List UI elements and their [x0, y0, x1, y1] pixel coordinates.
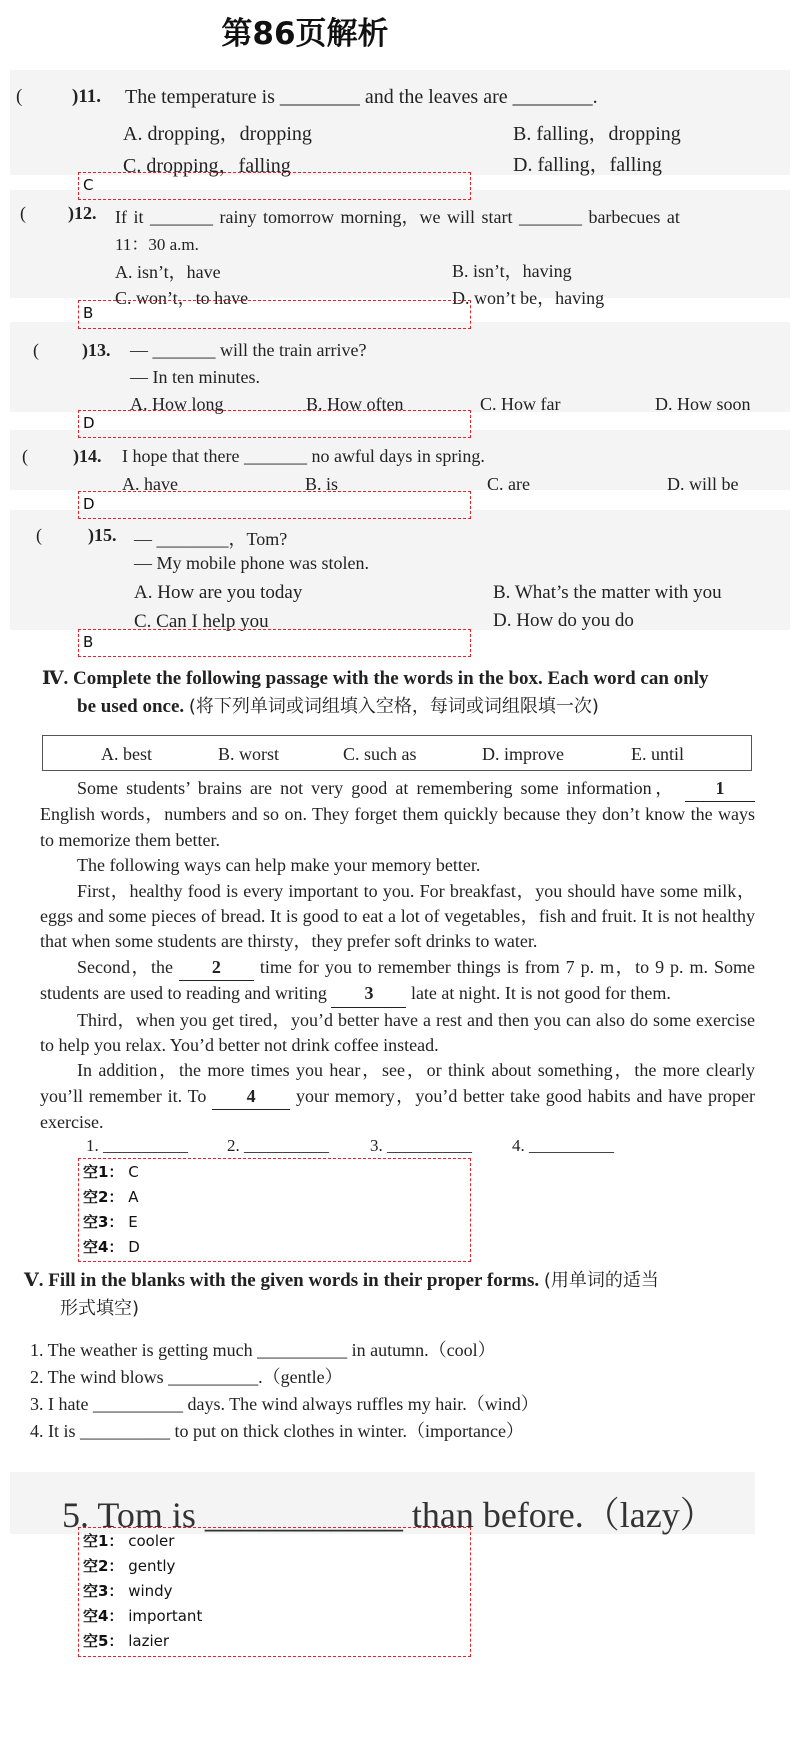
passage-text: time for you to remember things is from 7 p. m，to 9 p. m. Some students are used to reading and writing: [40, 956, 756, 1004]
section-4-heading-line2: [42, 693, 709, 721]
passage-blank-2: 2: [179, 955, 254, 981]
answer-value: C: [128, 1163, 139, 1181]
passage: [40, 776, 755, 1136]
passage-blank-4: 4: [212, 1084, 290, 1110]
section-5-heading-line2: 形式填空): [60, 1298, 140, 1319]
q14-paren: (: [22, 446, 28, 466]
word-box-item: D. improve: [482, 744, 564, 764]
q12-number: )12.: [68, 203, 97, 223]
passage-text: late at night. It is not good for them.: [410, 983, 671, 1004]
q12-option-a: A. isn’t，have: [115, 262, 221, 282]
passage-text: In addition，the more times you hear，see，or think about something，the more clearly you’ll remember it. To: [40, 1060, 755, 1106]
fill-item-1: 1. The weather is getting much __________ in autumn.（cool）: [30, 1340, 496, 1360]
q13-option-d: D. How soon: [655, 394, 751, 414]
q11-paren: (: [16, 86, 23, 107]
section-4-heading-line1: Ⅳ. Complete the following passage with the words in the box. Each word can only: [42, 668, 709, 689]
answer-key: 空3：: [83, 1582, 124, 1600]
fill-item-5: 5. Tom is ___________ than before.（lazy）: [62, 1495, 716, 1535]
answer-row: [79, 1604, 470, 1629]
q15-stem-line2: — My mobile phone was stolen.: [134, 553, 369, 573]
answer-line-2: 2. __________: [227, 1136, 329, 1155]
passage-text: Some students’ brains are not very good at remembering some information，: [77, 778, 677, 798]
word-box-item: B. worst: [218, 744, 280, 764]
q14-number: )14.: [73, 446, 102, 466]
passage-paragraph-5: Third，when you get tired，you’d better have a rest and then you can also do some exercise to help you relax. You’d better not drink coffee instead.: [40, 1009, 755, 1056]
section-5-heading: [24, 1267, 659, 1323]
fill-item-2: 2. The wind blows __________.（gentle）: [30, 1367, 343, 1387]
passage-blank-1: 1: [685, 776, 755, 802]
q11-stem: The temperature is ________ and the leaves are ________.: [125, 86, 598, 108]
q12-option-b: B. isn’t，having: [452, 261, 572, 281]
fill-item-4: 4. It is __________ to put on thick clothes in winter.（importance）: [30, 1421, 524, 1441]
q12-answer: B: [83, 304, 94, 322]
q15-answer: B: [83, 633, 94, 651]
q12-option-d: D. won’t be，having: [452, 288, 605, 308]
q11-option-b: B. falling，dropping: [513, 123, 681, 145]
answer-row: [79, 1629, 470, 1654]
passage-paragraph-4: [40, 955, 755, 1008]
q15-stem: — ________，Tom?: [134, 529, 288, 549]
section-4-answer-box: [78, 1158, 471, 1262]
answer-key: 空5：: [83, 1632, 124, 1650]
q11-option-d: D. falling，falling: [513, 154, 662, 176]
section-5-heading-en: Ⅴ. Fill in the blanks with the given words in their proper forms.: [24, 1270, 540, 1291]
answer-value: windy: [128, 1582, 173, 1600]
answer-value: E: [128, 1213, 138, 1231]
answer-value: important: [128, 1607, 203, 1625]
q13-option-a: A. How long: [130, 394, 224, 414]
q13-stem: — _______ will the train arrive?: [130, 340, 367, 360]
answer-key: 空2：: [83, 1557, 124, 1575]
q15-answer-box: [78, 629, 471, 657]
answer-line-4: 4. __________: [512, 1136, 614, 1155]
q11-answer-box: [78, 172, 471, 200]
section-4-heading: [42, 665, 709, 721]
answer-value: A: [128, 1188, 139, 1206]
passage-paragraph-3: First，healthy food is every important to you. For breakfast，you should have some milk，eggs and some pieces of bread. It is good to eat a lot of vegetables，fish and fruit. It is not healthy that when some students are thirsty，they prefer soft drinks to water.: [40, 880, 755, 952]
q14-option-c: C. are: [487, 474, 530, 494]
q13-stem-line2: — In ten minutes.: [130, 367, 260, 387]
q15-option-a: A. How are you today: [134, 582, 303, 603]
passage-text: Second，the: [77, 956, 173, 977]
passage-blank-3: 3: [331, 981, 406, 1007]
passage-paragraph-6: [40, 1058, 755, 1135]
answer-row: [79, 1529, 470, 1554]
section-4-heading-cn: (将下列单词或词组填入空格，每词或词组限填一次): [188, 696, 599, 717]
answer-row: [79, 1210, 470, 1235]
q12-stem: If it _______ rainy tomorrow morning，we will start _______ barbecues at: [115, 207, 680, 227]
q12-stem-line2: 11：30 a.m.: [115, 235, 199, 254]
section-5-answer-box: [78, 1527, 471, 1657]
answer-line-3: 3. __________: [370, 1136, 472, 1155]
q11-option-a: A. dropping，dropping: [123, 123, 312, 145]
word-box-item: C. such as: [343, 744, 417, 764]
q12-option-c: C. won’t，to have: [115, 288, 249, 308]
answer-row: [79, 1579, 470, 1604]
passage-paragraph-2: The following ways can help make your memory better.: [77, 855, 481, 876]
answer-key: 空4：: [83, 1607, 124, 1625]
q15-option-d: D. How do you do: [493, 610, 634, 631]
answer-value: cooler: [128, 1532, 175, 1550]
word-box: [42, 735, 752, 771]
section-5-heading-line1: [24, 1267, 659, 1295]
answer-row: [79, 1185, 470, 1210]
q15-paren: (: [36, 525, 42, 545]
answer-row: [79, 1160, 470, 1185]
q12-paren: (: [20, 203, 26, 223]
q11-answer: C: [83, 176, 94, 194]
q13-number: )13.: [82, 340, 111, 360]
q12-answer-box: [78, 300, 471, 329]
answer-key: 空2：: [83, 1188, 124, 1206]
answer-row: [79, 1235, 470, 1260]
answer-line-1: 1. __________: [86, 1136, 188, 1155]
word-box-item: E. until: [631, 744, 684, 764]
q14-stem: I hope that there _______ no awful days in spring.: [122, 446, 485, 466]
answer-value: gently: [128, 1557, 176, 1575]
q13-option-c: C. How far: [480, 394, 561, 414]
answer-key: 空1：: [83, 1163, 124, 1181]
q13-option-b: B. How often: [306, 394, 404, 414]
answer-value: D: [128, 1238, 140, 1256]
passage-text: English words，numbers and so on. They forget them quickly because they don’t know the ways to memorize them better.: [40, 804, 755, 850]
scan-strip-q15: [10, 510, 790, 630]
q13-paren: (: [33, 340, 39, 360]
passage-paragraph-1: [40, 776, 755, 853]
q14-option-b: B. is: [305, 474, 339, 494]
q14-option-d: D. will be: [667, 474, 739, 494]
answer-value: lazier: [128, 1632, 170, 1650]
word-box-item: A. best: [101, 744, 152, 764]
section-4-heading-en2: be used once.: [77, 696, 185, 717]
q13-answer: D: [83, 414, 95, 432]
passage-text: your memory，you’d better take good habits and have proper exercise.: [40, 1085, 756, 1133]
q15-option-b: B. What’s the matter with you: [493, 582, 722, 603]
q14-answer-box: [78, 491, 471, 519]
q13-answer-box: [78, 410, 471, 438]
q11-number: )11.: [72, 86, 102, 107]
answer-key: 空1：: [83, 1532, 124, 1550]
answer-key: 空4：: [83, 1238, 124, 1256]
answer-key: 空3：: [83, 1213, 124, 1231]
answer-row: [79, 1554, 470, 1579]
q14-option-a: A. have: [122, 474, 178, 494]
q15-option-c: C. Can I help you: [134, 611, 269, 632]
fill-item-3: 3. I hate __________ days. The wind always ruffles my hair.（wind）: [30, 1394, 539, 1414]
q15-number: )15.: [88, 525, 117, 545]
page-title: 第86页解析: [221, 16, 389, 52]
section-5-heading-cn: (用单词的适当: [543, 1270, 659, 1291]
q11-option-c: C. dropping，falling: [123, 155, 291, 177]
q14-answer: D: [83, 495, 95, 513]
